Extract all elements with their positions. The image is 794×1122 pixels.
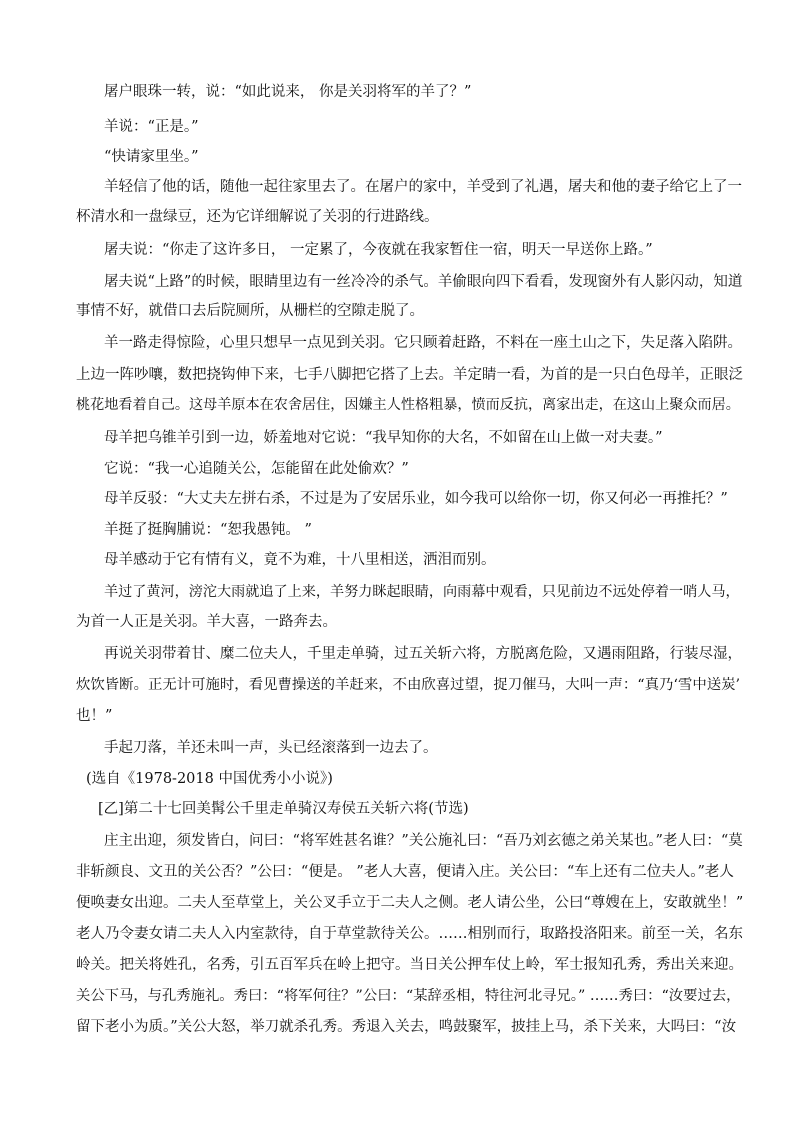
text-line: 便唤妻女出迎。二夫人至草堂上，关公叉手立于二夫人之侧。老人请公坐，公曰“尊嫂在上，安敢就坐！” <box>76 895 744 911</box>
text-line: 杯清水和一盘绿豆，还为它详细解说了关羽的行进路线。 <box>76 209 439 225</box>
text-line: 非斩颜良、文丑的关公否？”公曰：“便是。 ”老人大喜，便请入庄。关公曰：“车上还有二位夫人。”老人 <box>76 864 734 880</box>
text-line: 庄主出迎，须发皆白，问曰：“将军姓甚名谁？”关公施礼曰：“吾乃刘玄德之弟关某也。”老人曰：“莫 <box>104 833 743 849</box>
text-line: 羊过了黄河，滂沱大雨就追了上来，羊努力眯起眼睛，向雨幕中观看，只见前边不远处停着一哨人马， <box>104 584 740 600</box>
text-line: 也！” <box>76 708 113 724</box>
text-line: 屠夫说：“你走了这许多日， 一定累了，今夜就在我家暂住一宿，明天一早送你上路。” <box>104 242 653 258</box>
text-line: 上边一阵吵嚷，数把挠钩伸下来，七手八脚把它搭了上去。羊定睛一看，为首的是一只白色母羊，正眼泛 <box>76 367 743 383</box>
text-line: 羊说：“正是。” <box>104 119 199 135</box>
section-heading: [乙]第二十七回美髯公千里走单骑汉寿侯五关斩六将(节选) <box>98 801 469 817</box>
text-line: 炊饮皆断。正无计可施时，看见曹操送的羊赶来，不由欣喜过望，捉刀催马，大叫一声：“真乃‘雪中送炭’ <box>76 677 741 693</box>
text-line: 屠户眼珠一转，说：“如此说来， 你是关羽将军的羊了？” <box>104 84 472 100</box>
text-line: 手起刀落，羊还未叫一声，头已经滚落到一边去了。 <box>104 740 438 756</box>
text-line: 老人乃令妻女请二夫人入内室款待，自于草堂款待关公。……相别而行，取路投洛阳来。前至一关，名东 <box>76 926 743 942</box>
text-line: 桃花地看着自己。这母羊原本在农舍居住，因嫌主人性格粗暴，愤而反抗，离家出走，在这山上聚众而居。 <box>76 397 740 413</box>
text-line: 母羊把乌锥羊引到一边，娇羞地对它说：“我早知你的大名，不如留在山上做一对夫妻。” <box>104 430 663 446</box>
text-line: 关公下马，与孔秀施礼。秀曰：“将军何往？”公曰：“某辞丞相，特往河北寻兄。” ……秀曰：“汝要过去， <box>76 988 741 1004</box>
text-line: 再说关羽带着甘、糜二位夫人，千里走单骑，过五关斩六将，方脱离危险，又遇雨阻路，行装尽湿， <box>104 646 742 662</box>
text-line: 母羊反驳：“大丈夫左拼右杀，不过是为了安居乐业，如今我可以给你一切，你又何必一再推托？” <box>104 491 728 507</box>
text-line: 它说：“我一心追随关公，怎能留在此处偷欢？” <box>104 461 409 477</box>
text-line: “快请家里坐。” <box>104 149 199 165</box>
text-line: 羊轻信了他的话，随他一起往家里去了。在屠户的家中，羊受到了礼遇，屠夫和他的妻子给它上了一 <box>104 179 742 195</box>
source-citation: (选自《1978-2018 中国优秀小小说》) <box>86 771 333 787</box>
text-line: 留下老小为质。”关公大怒，举刀就杀孔秀。秀退入关去，鸣鼓聚军，披挂上马，杀下关来，大吗曰：“汝 <box>76 1019 737 1035</box>
text-line: 母羊感动于它有情有义，竟不为难，十八里相送，洒泪而别。 <box>104 552 496 568</box>
text-line: 为首一人正是关羽。羊大喜，一路奔去。 <box>76 614 337 630</box>
text-line: 岭关。把关将姓孔，名秀，引五百军兵在岭上把守。当日关公押车仗上岭，军士报知孔秀，秀出关来迎。 <box>76 957 743 973</box>
text-line: 事情不好，就借口去后院厕所，从栅栏的空隙走脱了。 <box>76 303 424 319</box>
text-line: 羊挺了挺胸脯说：“恕我愚钝。 ” <box>104 522 312 538</box>
text-line: 屠夫说“上路”的时候，眼睛里边有一丝冷冷的杀气。羊偷眼向四下看看，发现窗外有人影闪动，知道 <box>104 274 743 290</box>
text-line: 羊一路走得惊险，心里只想早一点见到关羽。它只顾着赶路，不料在一座土山之下，失足落入陷阱。 <box>104 335 742 351</box>
